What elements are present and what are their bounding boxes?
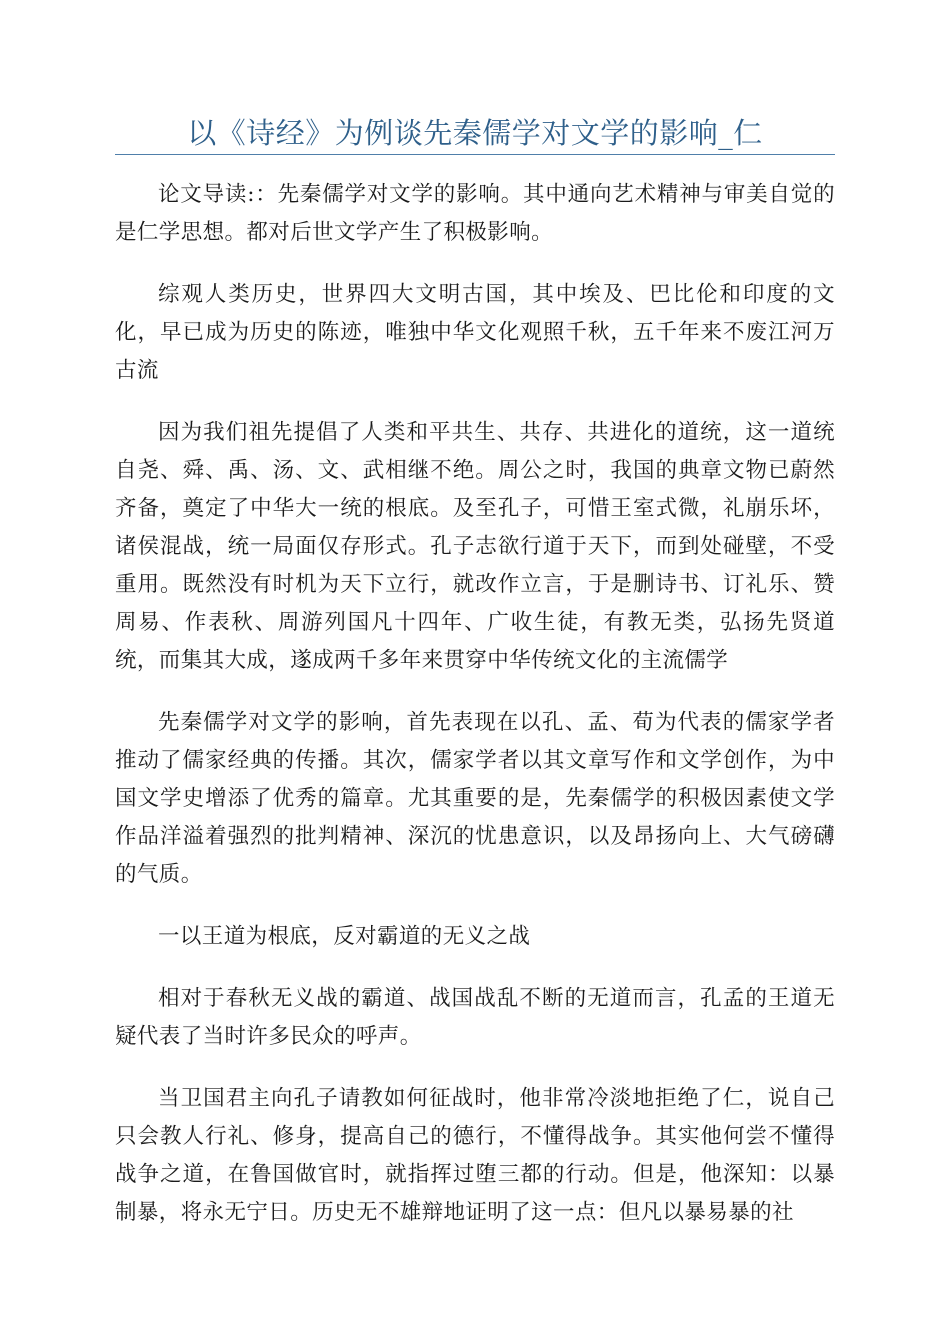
paragraph: 先秦儒学对文学的影响，首先表现在以孔、孟、荀为代表的儒家学者推动了儒家经典的传播。其次，儒家学者以其文章写作和文学创作，为中国文学史增添了优秀的篇章。尤其重要的是，先秦儒学的积极因素使文学作品洋溢着强烈的批判精神、深沉的忧患意识，以及昂扬向上、大气磅礴的气质。 — [115, 710, 835, 887]
section-heading: 一以王道为根底，反对霸道的无义之战 — [158, 924, 531, 949]
paragraph: 当卫国君主向孔子请教如何征战时，他非常冷淡地拒绝了仁，说自己只会教人行礼、修身，提高自己的德行，不懂得战争。其实他何尝不懂得战争之道，在鲁国做官时，就指挥过堕三都的行动。但是，他深知：以暴制暴，将永无宁日。历史无不雄辩地证明了这一点：但凡以暴易暴的社 — [115, 1086, 835, 1225]
title-underline — [115, 154, 835, 155]
paragraph: 因为我们祖先提倡了人类和平共生、共存、共进化的道统，这一道统自尧、舜、禹、汤、文、武相继不绝。周公之时，我国的典章文物已蔚然齐备，奠定了中华大一统的根底。及至孔子，可惜王室式微，礼崩乐坏，诸侯混战，统一局面仅存形式。孔子志欲行道于天下，而到处碰壁，不受重用。既然没有时机为天下立行，就改作立言，于是删诗书、订礼乐、赞周易、作表秋、周游列国凡十四年、广收生徒，有教无类，弘扬先贤道统，而集其大成，遂成两千多年来贯穿中华传统文化的主流儒学 — [115, 420, 835, 673]
document-body — [115, 176, 835, 1256]
paragraph-abstract: 论文导读:：先秦儒学对文学的影响。其中通向艺术精神与审美自觉的是仁学思想。都对后世文学产生了积极影响。 — [115, 182, 835, 245]
document-title: 以《诗经》为例谈先秦儒学对文学的影响_仁 — [187, 116, 763, 150]
paragraph: 相对于春秋无义战的霸道、战国战乱不断的无道而言，孔孟的王道无疑代表了当时许多民众的呼声。 — [115, 986, 835, 1049]
paragraph: 综观人类历史，世界四大文明古国，其中埃及、巴比伦和印度的文化，早已成为历史的陈迹，唯独中华文化观照千秋，五千年来不废江河万古流 — [115, 282, 835, 383]
